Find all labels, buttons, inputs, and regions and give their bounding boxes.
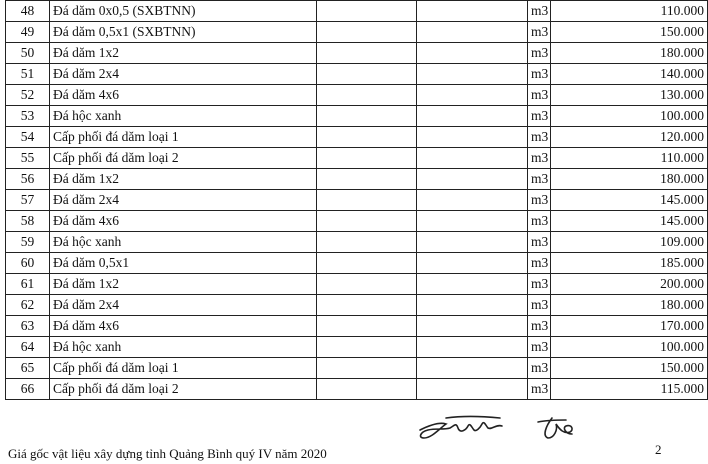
empty-cell	[317, 316, 417, 337]
unit-cell: m3	[528, 274, 551, 295]
unit-cell: m3	[528, 232, 551, 253]
price-cell: 145.000	[551, 190, 708, 211]
empty-cell	[417, 232, 528, 253]
price-cell: 150.000	[551, 22, 708, 43]
price-cell: 130.000	[551, 85, 708, 106]
table-row	[6, 190, 708, 211]
material-name-cell: Đá dăm 1x2	[50, 43, 317, 64]
table-row	[6, 379, 708, 400]
price-cell: 110.000	[551, 1, 708, 22]
price-cell: 180.000	[551, 169, 708, 190]
empty-cell	[317, 106, 417, 127]
row-number-cell: 65	[6, 358, 50, 379]
price-cell: 140.000	[551, 64, 708, 85]
unit-cell: m3	[528, 358, 551, 379]
row-number-cell: 50	[6, 43, 50, 64]
material-name-cell: Cấp phối đá dăm loại 2	[50, 148, 317, 169]
empty-cell	[317, 64, 417, 85]
table-row	[6, 85, 708, 106]
row-number-cell: 66	[6, 379, 50, 400]
unit-cell: m3	[528, 253, 551, 274]
unit-cell: m3	[528, 127, 551, 148]
empty-cell	[417, 22, 528, 43]
unit-cell: m3	[528, 43, 551, 64]
unit-cell: m3	[528, 379, 551, 400]
table-row	[6, 274, 708, 295]
price-cell: 180.000	[551, 295, 708, 316]
material-name-cell: Cấp phối đá dăm loại 1	[50, 358, 317, 379]
empty-cell	[417, 1, 528, 22]
row-number-cell: 62	[6, 295, 50, 316]
table-row	[6, 337, 708, 358]
row-number-cell: 58	[6, 211, 50, 232]
empty-cell	[417, 43, 528, 64]
empty-cell	[317, 85, 417, 106]
unit-cell: m3	[528, 106, 551, 127]
table-body	[6, 1, 708, 400]
unit-cell: m3	[528, 295, 551, 316]
row-number-cell: 64	[6, 337, 50, 358]
row-number-cell: 59	[6, 232, 50, 253]
price-table	[5, 0, 708, 400]
price-cell: 185.000	[551, 253, 708, 274]
material-name-cell: Cấp phối đá dăm loại 2	[50, 379, 317, 400]
material-name-cell: Đá dăm 0x0,5 (SXBTNN)	[50, 1, 317, 22]
empty-cell	[417, 127, 528, 148]
unit-cell: m3	[528, 148, 551, 169]
row-number-cell: 63	[6, 316, 50, 337]
price-cell: 145.000	[551, 211, 708, 232]
empty-cell	[417, 169, 528, 190]
table-row	[6, 253, 708, 274]
price-cell: 120.000	[551, 127, 708, 148]
empty-cell	[417, 316, 528, 337]
empty-cell	[317, 211, 417, 232]
row-number-cell: 56	[6, 169, 50, 190]
unit-cell: m3	[528, 190, 551, 211]
price-cell: 150.000	[551, 358, 708, 379]
empty-cell	[317, 148, 417, 169]
table-row	[6, 106, 708, 127]
empty-cell	[417, 211, 528, 232]
unit-cell: m3	[528, 316, 551, 337]
empty-cell	[317, 274, 417, 295]
material-name-cell: Đá hộc xanh	[50, 337, 317, 358]
row-number-cell: 53	[6, 106, 50, 127]
material-name-cell: Đá dăm 1x2	[50, 274, 317, 295]
empty-cell	[417, 64, 528, 85]
footer-caption: Giá gốc vật liệu xây dựng tỉnh Quảng Bình quý IV năm 2020	[8, 446, 327, 461]
unit-cell: m3	[528, 22, 551, 43]
price-cell: 200.000	[551, 274, 708, 295]
empty-cell	[417, 85, 528, 106]
row-number-cell: 49	[6, 22, 50, 43]
material-name-cell: Đá dăm 2x4	[50, 64, 317, 85]
handwritten-signature	[410, 408, 610, 448]
material-name-cell: Đá dăm 2x4	[50, 295, 317, 316]
table-row	[6, 64, 708, 85]
material-name-cell: Đá dăm 0,5x1	[50, 253, 317, 274]
empty-cell	[317, 127, 417, 148]
material-name-cell: Đá dăm 0,5x1 (SXBTNN)	[50, 22, 317, 43]
material-name-cell: Đá dăm 4x6	[50, 211, 317, 232]
material-name-cell: Đá hộc xanh	[50, 106, 317, 127]
unit-cell: m3	[528, 64, 551, 85]
empty-cell	[317, 379, 417, 400]
empty-cell	[317, 1, 417, 22]
row-number-cell: 52	[6, 85, 50, 106]
price-cell: 115.000	[551, 379, 708, 400]
row-number-cell: 54	[6, 127, 50, 148]
empty-cell	[317, 43, 417, 64]
material-name-cell: Đá hộc xanh	[50, 232, 317, 253]
table-row	[6, 148, 708, 169]
unit-cell: m3	[528, 1, 551, 22]
empty-cell	[417, 379, 528, 400]
empty-cell	[417, 148, 528, 169]
table-row	[6, 43, 708, 64]
empty-cell	[417, 190, 528, 211]
empty-cell	[317, 295, 417, 316]
material-name-cell: Đá dăm 2x4	[50, 190, 317, 211]
empty-cell	[317, 358, 417, 379]
page-number: 2	[655, 442, 662, 457]
material-name-cell: Cấp phối đá dăm loại 1	[50, 127, 317, 148]
price-cell: 100.000	[551, 337, 708, 358]
table-row	[6, 169, 708, 190]
empty-cell	[317, 22, 417, 43]
table-row	[6, 211, 708, 232]
unit-cell: m3	[528, 85, 551, 106]
unit-cell: m3	[528, 169, 551, 190]
table-row	[6, 22, 708, 43]
row-number-cell: 51	[6, 64, 50, 85]
price-cell: 100.000	[551, 106, 708, 127]
empty-cell	[317, 253, 417, 274]
empty-cell	[417, 274, 528, 295]
row-number-cell: 55	[6, 148, 50, 169]
table-row	[6, 295, 708, 316]
row-number-cell: 57	[6, 190, 50, 211]
table-row	[6, 127, 708, 148]
empty-cell	[417, 106, 528, 127]
empty-cell	[317, 337, 417, 358]
table-row	[6, 1, 708, 22]
unit-cell: m3	[528, 211, 551, 232]
unit-cell: m3	[528, 337, 551, 358]
material-name-cell: Đá dăm 4x6	[50, 316, 317, 337]
empty-cell	[417, 337, 528, 358]
row-number-cell: 48	[6, 1, 50, 22]
price-cell: 109.000	[551, 232, 708, 253]
material-name-cell: Đá dăm 4x6	[50, 85, 317, 106]
empty-cell	[317, 169, 417, 190]
row-number-cell: 60	[6, 253, 50, 274]
empty-cell	[317, 232, 417, 253]
material-name-cell: Đá dăm 1x2	[50, 169, 317, 190]
table-row	[6, 232, 708, 253]
empty-cell	[417, 253, 528, 274]
empty-cell	[317, 190, 417, 211]
price-cell: 180.000	[551, 43, 708, 64]
table-row	[6, 358, 708, 379]
price-cell: 110.000	[551, 148, 708, 169]
row-number-cell: 61	[6, 274, 50, 295]
table-row	[6, 316, 708, 337]
empty-cell	[417, 295, 528, 316]
price-cell: 170.000	[551, 316, 708, 337]
empty-cell	[417, 358, 528, 379]
